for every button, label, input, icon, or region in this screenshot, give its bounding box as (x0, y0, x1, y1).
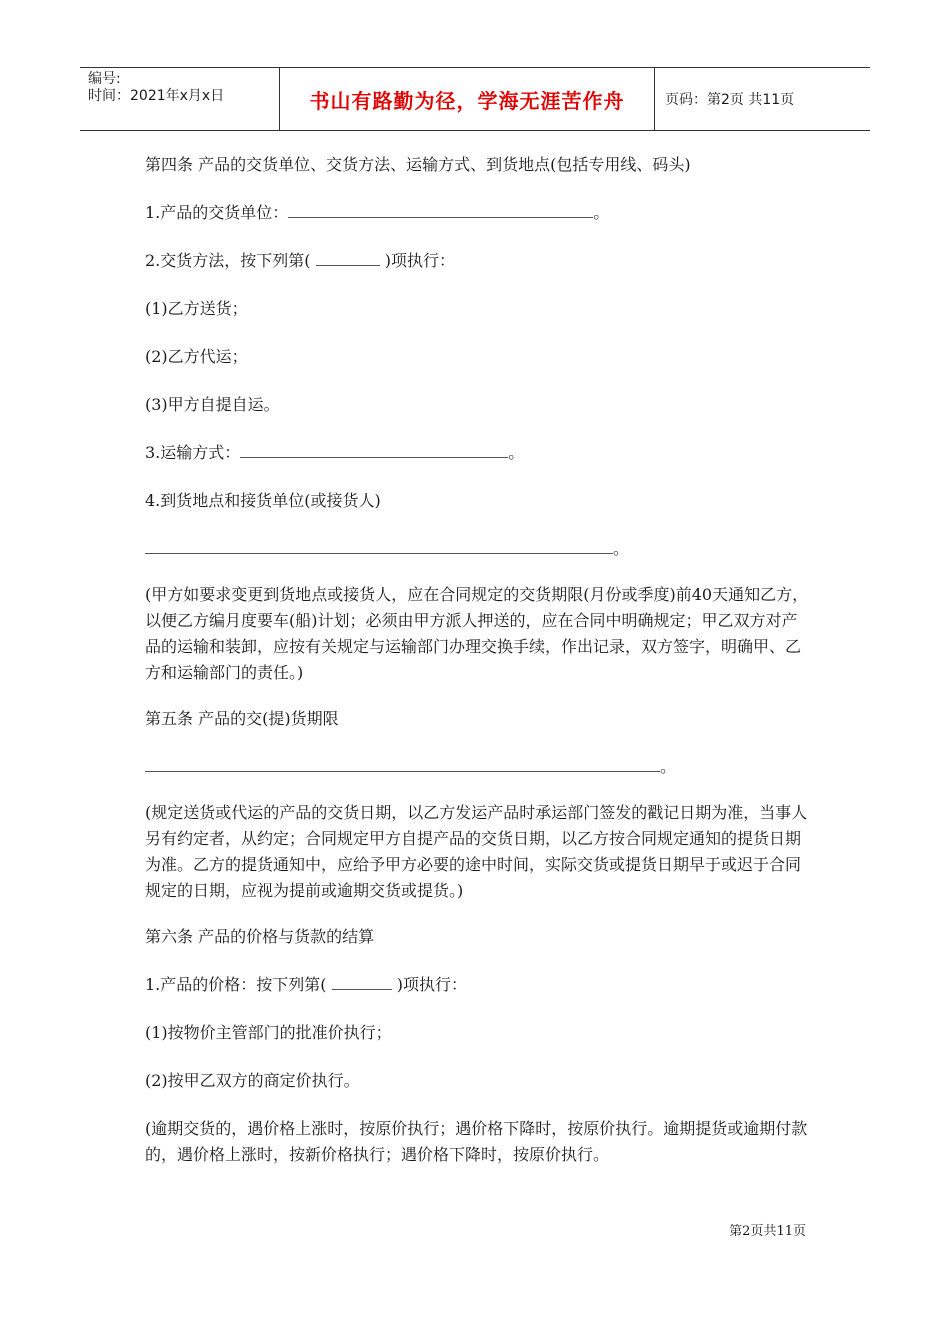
option-blank[interactable] (316, 249, 380, 266)
article4-option2: (2)乙方代运； (145, 347, 248, 366)
article4-option3: (3)甲方自提自运。 (145, 395, 280, 414)
article6-option1: (1)按物价主管部门的批准价执行； (145, 1023, 392, 1042)
document-body (145, 152, 810, 1168)
article6-title: 第六条 产品的价格与货款的结算 (145, 927, 375, 946)
article5-title: 第五条 产品的交(提)货期限 (145, 709, 339, 728)
fill-blank[interactable] (288, 201, 593, 218)
article4-note: (甲方如要求变更到货地点或接货人，应在合同规定的交货期限(月份或季度)前40天通知乙方，以便乙方编月度要车(船)计划；必须由甲方派人押送的，应在合同中明确规定；甲乙双方对产品的运输和装卸，应按有关规定与运输部门办理交换手续，作出记录，双方签字，明确甲、乙方和运输部门的责任。) (145, 585, 809, 682)
header-meta (80, 68, 280, 130)
article4-item3: 3.运输方式： 。 (145, 443, 525, 462)
article5-line: 。 (145, 754, 810, 780)
item-label: 1.产品的交货单位： (145, 203, 289, 222)
article6-option2: (2)按甲乙双方的商定价执行。 (145, 1071, 360, 1090)
page-header (80, 67, 870, 131)
page-footer: 第2页共11页 (729, 1224, 806, 1239)
header-motto: 书山有路勤为径，学海无涯苦作舟 (280, 68, 655, 130)
serial-label: 编号: (88, 71, 121, 87)
header-page-info: 页码：第2页 共11页 (665, 92, 795, 108)
fill-blank[interactable] (145, 755, 660, 772)
article6-note: (逾期交货的，遇价格上涨时，按原价执行；遇价格下降时，按原价执行。逾期提货或逾期付款的，遇价格上涨时，按新价格执行；遇价格下降时，按原价执行。 (145, 1119, 808, 1164)
article4-option1: (1)乙方送货； (145, 299, 248, 318)
date-label: 时间：2021年x月x日 (88, 88, 225, 104)
article4-item1: 1.产品的交货单位： 。 (145, 203, 610, 222)
article6-item1: 1.产品的价格：按下列第( )项执行： (145, 975, 467, 994)
article5-note: (规定送货或代运的产品的交货日期，以乙方发运产品时承运部门签发的戳记日期为准，当事人另有约定者，从约定；合同规定甲方自提产品的交货日期，以乙方按合同规定通知的提货日期为准。乙方的提货通知中，应给予甲方必要的途中时间，实际交货或提货日期早于或迟于合同规定的日期，应视为提前或逾期交货或提货。) (145, 803, 808, 900)
article4-item4-line: 。 (145, 536, 810, 562)
article4-title: 第四条 产品的交货单位、交货方法、运输方式、到货地点(包括专用线、码头) (145, 155, 691, 174)
fill-blank[interactable] (145, 537, 613, 554)
fill-blank[interactable] (240, 441, 508, 458)
article4-item4: 4.到货地点和接货单位(或接货人) (145, 491, 381, 510)
option-blank[interactable] (332, 973, 392, 990)
article4-item2: 2.交货方法，按下列第( )项执行： (145, 251, 455, 270)
